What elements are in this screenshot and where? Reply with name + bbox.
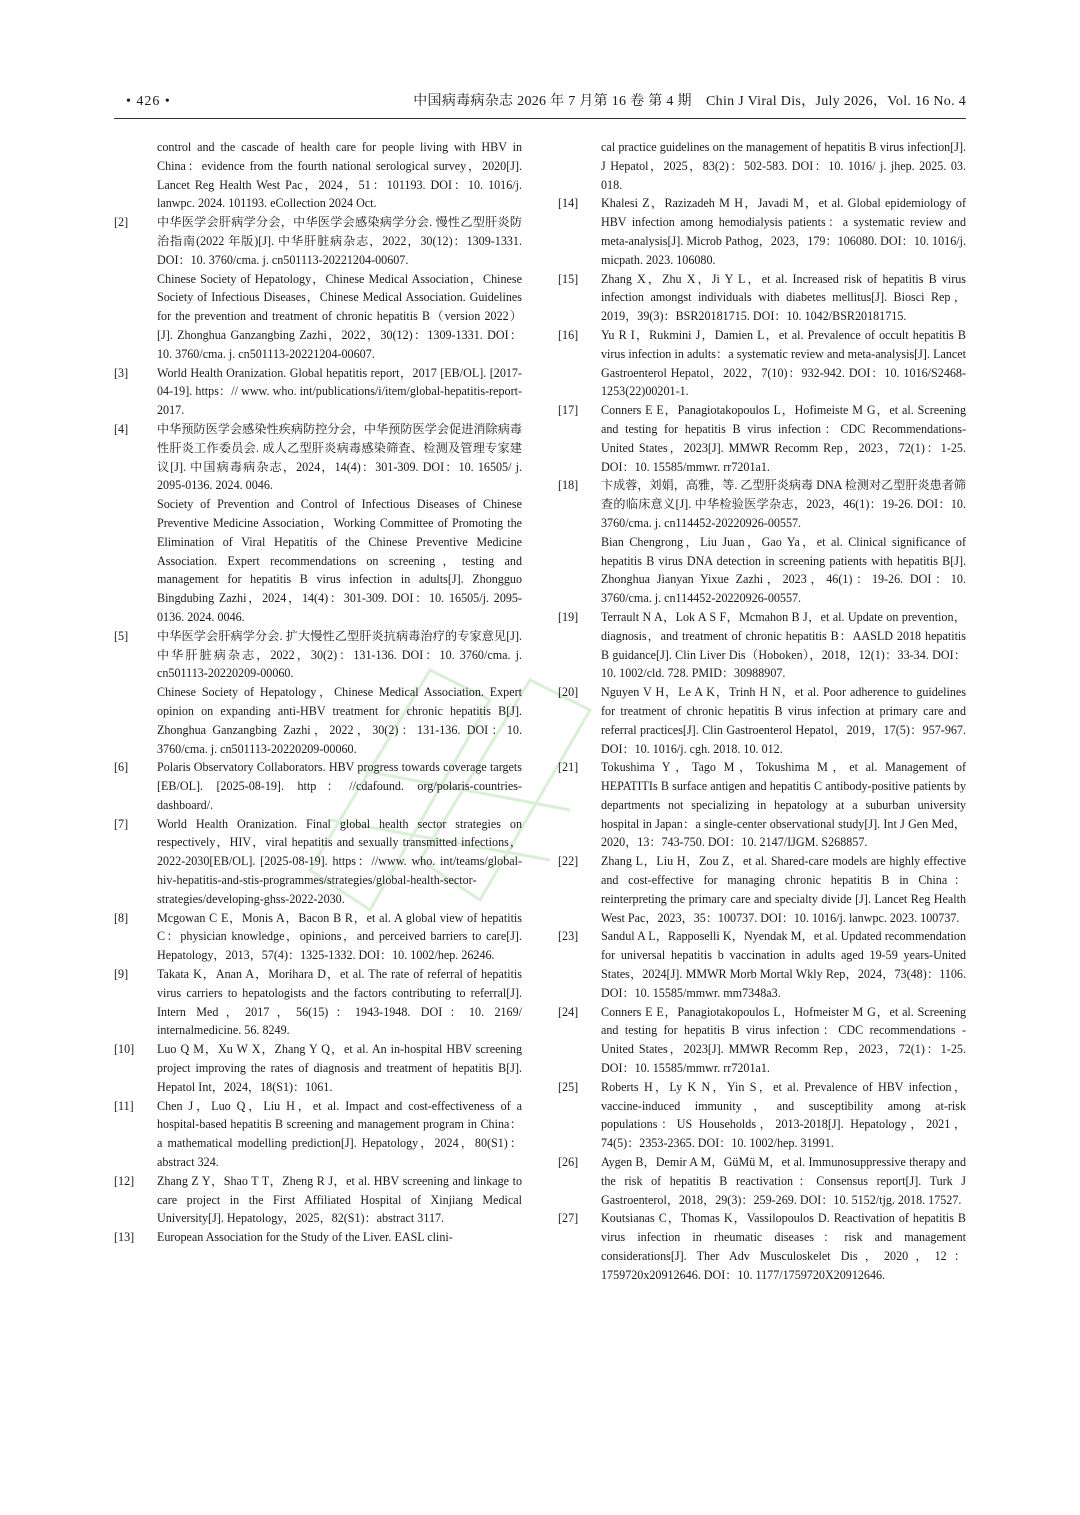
reference-number: [24]: [558, 1004, 579, 1019]
reference-entry: [558, 927, 966, 1002]
reference-text: Nguyen V H，Le A K，Trinh H N，et al. Poor adherence to guidelines for treatment of chronic hepatitis B virus infection at primary care and referral practices[J]. Clin Gastroenterol Hepatol，2019，17(5)：957-967. DOI：10. 1016/j. cgh. 2018. 10. 012.: [601, 685, 966, 756]
reference-text: Takata K，Anan A，Morihara D，et al. The rate of referral of hepatitis virus carriers to hepatologists and the factors contributing to referral[J]. Intern Med，2017，56(15)：1943-1948. DOI：10. 2169/ internalmedicine. 56. 8249.: [157, 967, 522, 1038]
reference-text: Zhang X，Zhu X，Ji Y L，et al. Increased risk of hepatitis B virus infection amongst individuals with diabetes mellitus[J]. Biosci Rep，2019，39(3)：BSR20181715. DOI：10. 1042/BSR20181715.: [601, 271, 966, 324]
reference-entry: [558, 608, 966, 683]
reference-number: [9]: [114, 967, 129, 982]
reference-text: Conners E E，Panagiotakopoulos L，Hofmeister M G，et al. Screening and testing for hepatitis B virus infection：CDC recommendations - United States，2023[J]. MMWR Recomm Rep，2023，72(1)：1-25. DOI：10. 15585/mmwr. rr7201a1.: [601, 1004, 966, 1076]
reference-entry: [558, 1209, 966, 1284]
reference-number: [7]: [114, 816, 129, 831]
reference-entry: [558, 194, 966, 269]
reference-entry: [114, 965, 522, 1040]
reference-text: 中华医学会肝病学分会，中华医学会感染病学分会. 慢性乙型肝炎防治指南(2022 年版)[J]. 中华肝脏病杂志，2022，30(12)：1309-1331. DOI：10. 3760/cma. j. cn501113-20221204-00607.: [157, 215, 522, 267]
reference-text: Chinese Society of Hepatology，Chinese Medical Association. Expert opinion on expanding anti-HBV treatment for chronic hepatitis B[J]. Zhonghua Ganzangbing Zazhi，2022，30(2)：131-136. DOI：10. 3760/cma. j. cn501113-20220209-00060.: [157, 685, 522, 756]
reference-number: [11]: [114, 1098, 134, 1113]
reference-number: [25]: [558, 1079, 579, 1094]
reference-text: Bian Chengrong，Liu Juan，Gao Ya，et al. Clinical significance of hepatitis B virus DNA detection in screening patients with hepatitis B[J]. Zhonghua Jianyan Yixue Zazhi，2023，46(1)：19-26. DOI：10. 3760/cma. j. cn114452-20220926-00557.: [601, 534, 966, 606]
reference-entry: [558, 758, 966, 852]
reference-text: 卞成蓉，刘娟，高雅，等. 乙型肝炎病毒 DNA 检测对乙型肝炎患者筛查的临床意义[J]. 中华检验医学杂志，2023，46(1)：19-26. DOI：10. 3760/cma. j. cn114452-20220926-00557.: [601, 478, 966, 530]
reference-entry: [114, 909, 522, 965]
journal-citation-line: 中国病毒病杂志 2026 年 7 月第 16 卷 第 4 期 Chin J Viral Dis，July 2026，Vol. 16 No. 4: [413, 94, 966, 109]
reference-number: [2]: [114, 215, 129, 230]
reference-number: [13]: [114, 1230, 135, 1245]
reference-number: [27]: [558, 1211, 579, 1226]
reference-entry: [558, 138, 966, 194]
reference-text: World Health Oranization. Global hepatitis report，2017 [EB/OL]. [2017-04-19]. https：// www. who. int/publications/i/item/global-hepatitis-report-2017.: [157, 365, 522, 418]
reference-text: Terrault N A，Lok A S F，Mcmahon B J，et al. Update on prevention，diagnosis，and treatment of chronic hepatitis B：AASLD 2018 hepatitis B guidance[J]. Clin Liver Dis（Hoboken），2018，12(1)：33-34. DOI：10. 1002/cld. 728. PMID：30988907.: [601, 609, 966, 681]
reference-number: [16]: [558, 327, 579, 342]
reference-text: Chinese Society of Hepatology，Chinese Medical Association，Chinese Society of Infectious Diseases，Chinese Medical Association. Guidelines for the prevention and treatment of chronic hepatitis B（version 2022）[J]. Zhonghua Ganzangbing Zazhi，2022，30(12)：1309-1331. DOI：10. 3760/cma. j. cn501113-20221204-00607.: [157, 271, 522, 361]
reference-number: [8]: [114, 910, 129, 925]
reference-number: [26]: [558, 1155, 579, 1170]
reference-entry: [114, 420, 522, 627]
reference-text: Sandul A L，Rapposelli K，Nyendak M，et al. Updated recommendation for universal hepatitis b vaccination in adults aged 19-59 years-United States，2024[J]. MMWR Morb Mortal Wkly Rep，2024，73(48)：1106. DOI：10. 15585/mmwr. mm7348a3.: [601, 929, 966, 1000]
right-column: [558, 138, 966, 1285]
reference-text: cal practice guidelines on the management of hepatitis B virus infection[J]. J Hepatol，2025，83(2)：502-583. DOI：10. 1016/ j. jhep. 2025. 03. 018.: [601, 140, 966, 192]
reference-text: Koutsianas C，Thomas K，Vassilopoulos D. Reactivation of hepatitis B virus infection in rheumatic diseases：risk and management considerations[J]. Ther Adv Musculoskelet Dis，2020，12：1759720x20912646. DOI：10. 1177/1759720X20912646.: [601, 1211, 966, 1282]
reference-text: Mcgowan C E，Monis A，Bacon B R，et al. A global view of hepatitis C：physician knowledge，opinions，and perceived barriers to care[J]. Hepatology，2013，57(4)：1325-1332. DOI：10. 1002/hep. 26246.: [157, 910, 522, 963]
reference-entry: [114, 815, 522, 909]
reference-entry: [558, 852, 966, 927]
reference-number: [20]: [558, 685, 579, 700]
reference-entry: [558, 683, 966, 758]
reference-entry: [558, 1153, 966, 1209]
reference-entry: [558, 270, 966, 326]
reference-text: Roberts H，Ly K N，Yin S，et al. Prevalence of HBV infection，vaccine-induced immunity，and susceptibility among at-risk populations：US Households，2013-2018[J]. Hepatology，2021，74(5)：2353-2365. DOI：10. 1002/hep. 31991.: [601, 1079, 966, 1151]
reference-text: 中华医学会肝病学分会. 扩大慢性乙型肝炎抗病毒治疗的专家意见[J]. 中华肝脏病杂志，2022，30(2)：131-136. DOI：10. 3760/cma. j. cn501113-20220209-00060.: [157, 628, 522, 681]
reference-entry: [114, 213, 522, 363]
reference-text: Khalesi Z，Razizadeh M H，Javadi M，et al. Global epidemiology of HBV infection among hemodialysis patients：a systematic review and meta-analysis[J]. Microb Pathog，2023，179：106080. DOI：10. 1016/j. micpath. 2023. 106080.: [601, 196, 966, 267]
reference-number: [3]: [114, 365, 129, 380]
reference-entry: [114, 138, 522, 213]
reference-text: Society of Prevention and Control of Infectious Diseases of Chinese Preventive Medicine Association，Working Committee of Promoting the Elimination of Viral Hepatitis of the Chinese Preventive Medicine Association. Expert recommendations on screening，testing and management for hepatitis B virus infection in adults[J]. Zhongguo Bingdubing Zazhi，2024，14(4)：301-309. DOI：10. 16505/j. 2095-0136. 2024. 0046.: [157, 497, 522, 624]
reference-text: Tokushima Y，Tago M，Tokushima M，et al. Management of HEPATITIs B surface antigen and hepatitis C antibody-positive patients by departments not specializing in hepatology at a suburban university hospital in Japan：a single-center observational study[J]. Int J Gen Med，2020，13：743-750. DOI：10. 2147/IJGM. S268857.: [601, 760, 966, 850]
reference-text: World Health Oranization. Final global health sector strategies on respectively，HIV，viral hepatitis and sexually transmitted infections，2022-2030[EB/OL]. [2025-08-19]. https：//www. who. int/teams/global-hiv-hepatitis-and-stis-programmes/strategies/global-health-sector-strategies/developing-ghss-2022-2030.: [157, 816, 522, 906]
reference-number: [18]: [558, 478, 579, 493]
reference-number: [23]: [558, 929, 579, 944]
page-number: • 426 •: [126, 94, 171, 109]
reference-number: [6]: [114, 760, 129, 775]
reference-entry: [114, 1040, 522, 1096]
reference-entry: [558, 1003, 966, 1078]
header-rule: [114, 118, 966, 119]
reference-text: Chen J，Luo Q，Liu H，et al. Impact and cost-effectiveness of a hospital-based hepatitis B screening and management program in China：a mathematical modelling prediction[J]. Hepatology，2024，80(S1)：abstract 324.: [157, 1098, 522, 1170]
reference-text: European Association for the Study of the Liver. EASL clini-: [157, 1230, 453, 1245]
reference-text: Aygen B，Demir A M，GüMü M，et al. Immunosuppressive therapy and the risk of hepatitis B reactivation：Consensus report[J]. Turk J Gastroenterol，2018，29(3)：259-269. DOI：10. 5152/tjg. 2018. 17527.: [601, 1155, 966, 1207]
reference-number: [17]: [558, 403, 579, 418]
reference-number: [15]: [558, 271, 579, 286]
reference-entry: [114, 758, 522, 814]
reference-text: Yu R I，Rukmini J，Damien L，et al. Prevalence of occult hepatitis B virus infection in adults：a systematic review and meta-analysis[J]. Lancet Gastroenterol Hepatol，2022，7(10)：932-942. DOI：10. 1016/S2468-1253(22)00201-1.: [601, 327, 966, 399]
reference-entry: [114, 627, 522, 759]
reference-number: [5]: [114, 628, 129, 643]
reference-entry: [558, 401, 966, 476]
reference-entry: [114, 1097, 522, 1172]
reference-entry: [114, 1228, 522, 1247]
reference-text: Polaris Observatory Collaborators. HBV progress towards coverage targets [EB/OL]. [2025-08-19]. http：//cdafound. org/polaris-countries-dashboard/.: [157, 760, 522, 812]
running-header: [114, 92, 966, 116]
reference-text: 中华预防医学会感染性疾病防控分会，中华预防医学会促进消除病毒性肝炎工作委员会. 成人乙型肝炎病毒感染筛查、检测及管理专家建议[J]. 中国病毒病杂志，2024，14(4)：301-309. DOI：10. 16505/ j. 2095-0136. 2024. 0046.: [157, 421, 522, 493]
reference-entry: [114, 364, 522, 420]
reference-number: [14]: [558, 196, 579, 211]
reference-entry: [558, 326, 966, 401]
reference-text: Zhang L，Liu H，Zou Z，et al. Shared-care models are highly effective and cost-effective for managing chronic hepatitis B in China：reinterpreting the primary care and specialty divide [J]. Lancet Reg Health West Pac，2023，35：100737. DOI：10. 1016/j. lanwpc. 2023. 100737.: [601, 854, 966, 925]
reference-number: [21]: [558, 760, 579, 775]
reference-number: [12]: [114, 1173, 135, 1188]
reference-text: control and the cascade of health care for people living with HBV in China：evidence from the fourth national serological survey，2020[J]. Lancet Reg Health West Pac，2024，51：101193. DOI：10. 1016/j. lanwpc. 2024. 101193. eCollection 2024 Oct.: [157, 140, 522, 211]
reference-text: Luo Q M，Xu W X，Zhang Y Q，et al. An in-hospital HBV screening project improving the rates of diagnosis and treatment of hepatitis B[J]. Hepatol Int，2024，18(S1)：1061.: [157, 1042, 522, 1094]
reference-text: Zhang Z Y，Shao T T，Zheng R J，et al. HBV screening and linkage to care project in the First Affiliated Hospital of Xinjiang Medical University[J]. Hepatology，2025，82(S1)：abstract 3117.: [157, 1173, 522, 1226]
reference-text: Conners E E，Panagiotakopoulos L，Hofimeiste M G，et al. Screening and testing for hepatitis B virus infection：CDC Recommendations-United States，2023[J]. MMWR Recomm Rep，2023，72(1)：1-25. DOI：10. 15585/mmwr. rr7201a1.: [601, 403, 966, 474]
left-column: [114, 138, 522, 1247]
reference-number: [4]: [114, 421, 129, 436]
reference-entry: [114, 1172, 522, 1228]
reference-number: [19]: [558, 609, 579, 624]
reference-number: [22]: [558, 854, 579, 869]
reference-entry: [558, 1078, 966, 1153]
reference-number: [10]: [114, 1042, 135, 1057]
reference-entry: [558, 476, 966, 608]
